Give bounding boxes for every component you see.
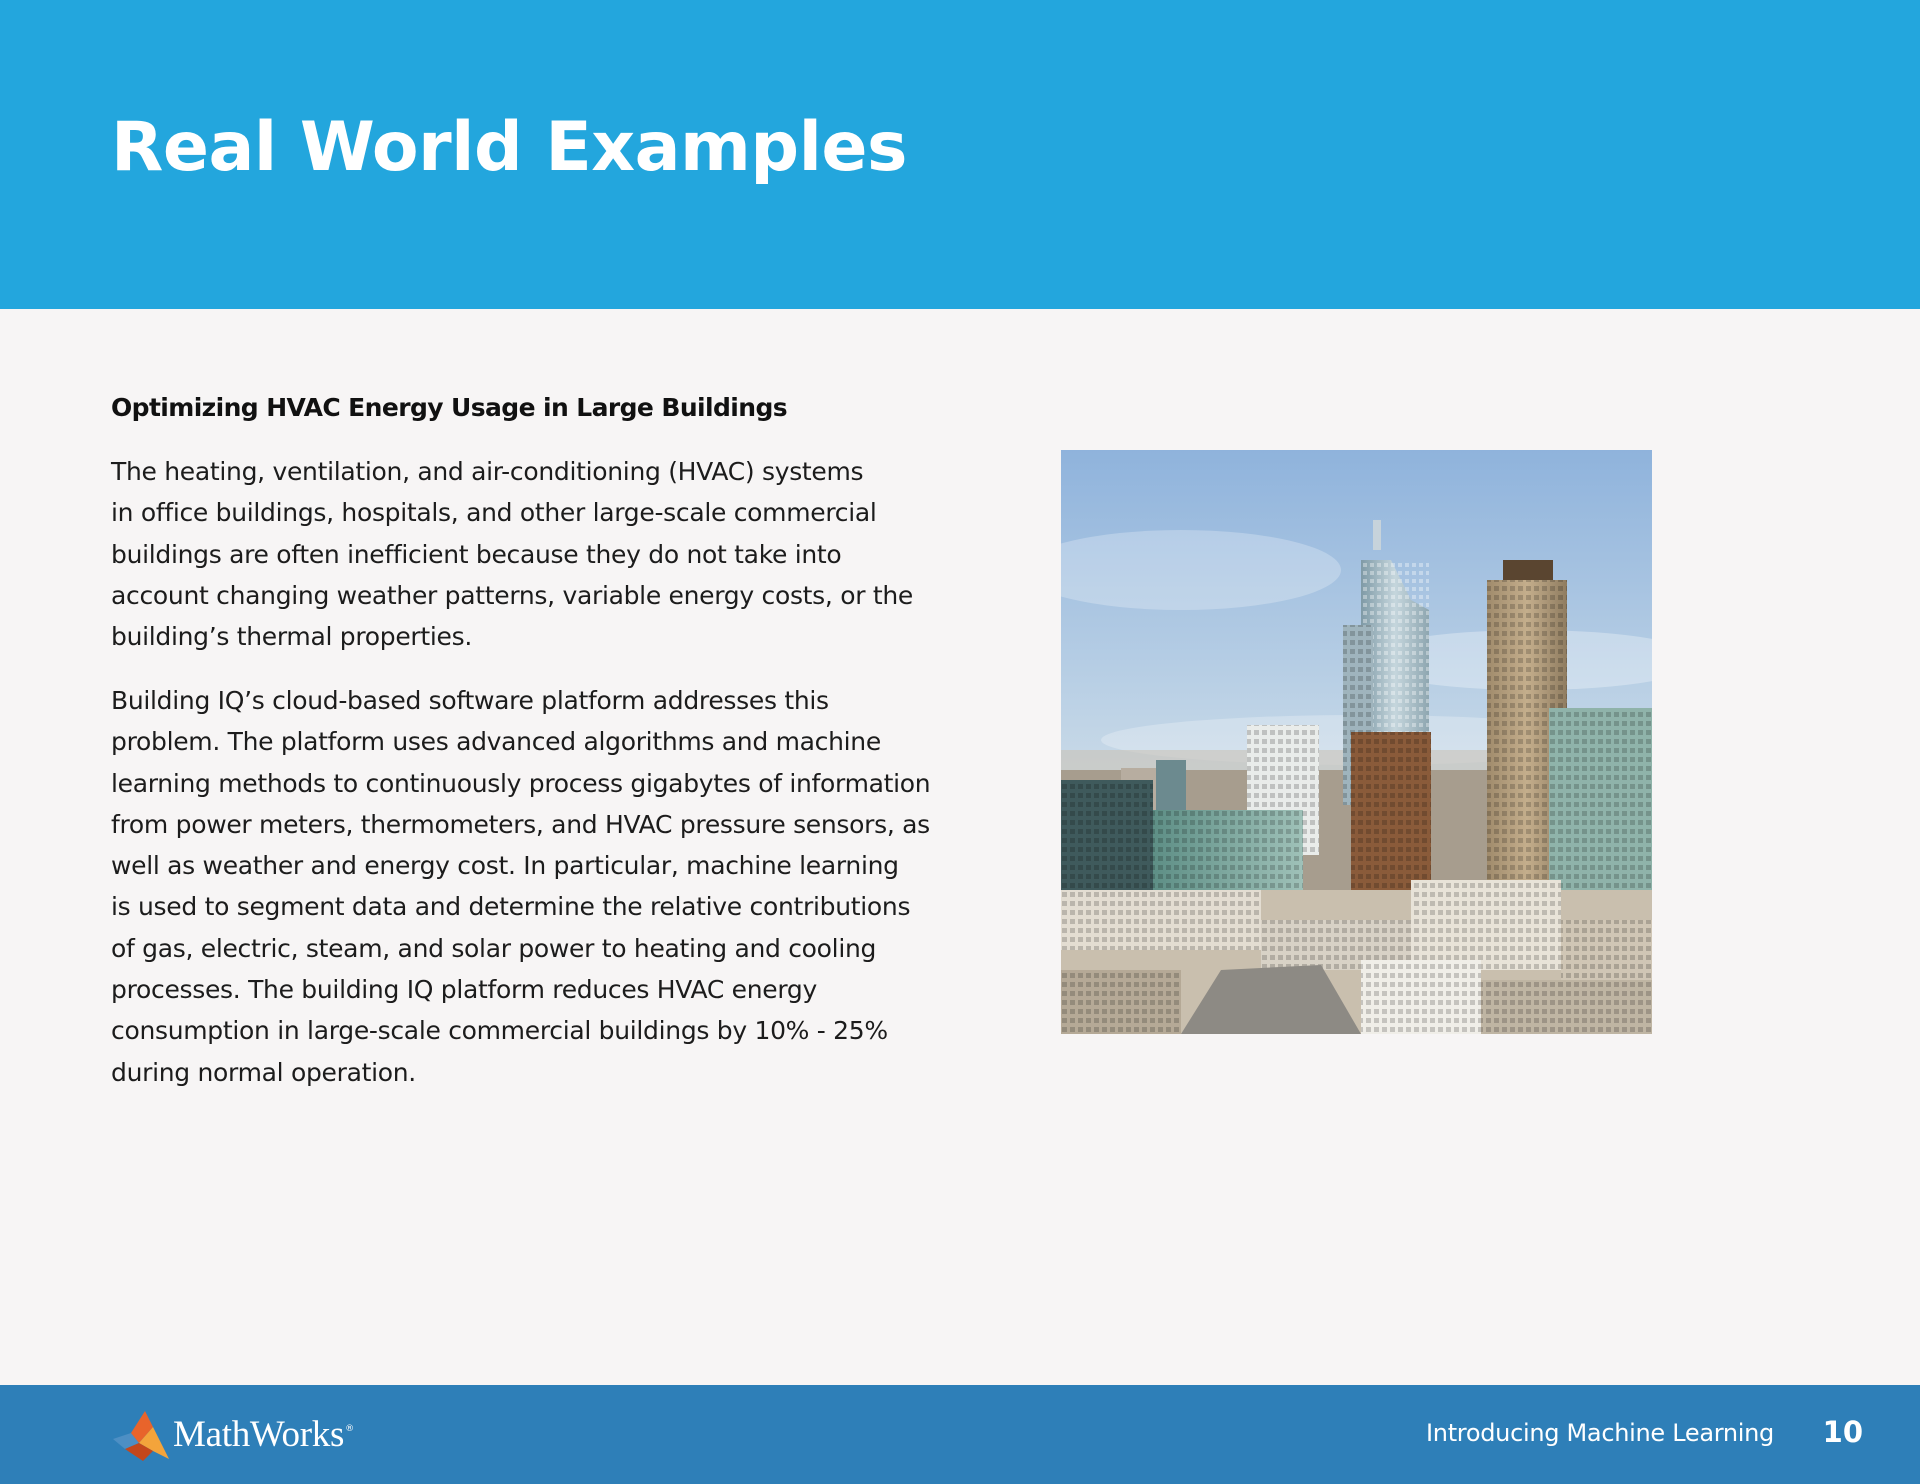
registered-mark: ® [345, 1424, 355, 1434]
header-banner [0, 0, 1920, 309]
mathworks-logo[interactable] [113, 1409, 354, 1461]
body-paragraph-2: Building IQ’s cloud-based software platform addresses this problem. The platform uses advanced algorithms and machine learning methods to continuously process gigabytes of information from power meters, thermometers, and HVAC pressure sensors, as well as weather and energy cost. In particular, machine learning is used to segment data and determine the relative contributions of gas, electric, steam, and solar power to heating and cooling processes. The building IQ platform reduces HVAC energy consumption in large-scale commercial buildings by 10% - 25% during normal operation. [111, 686, 931, 1087]
logo-text: MathWorks [173, 1414, 345, 1455]
footer-document-title: Introducing Machine Learning [1426, 1419, 1774, 1447]
body-paragraph-1: The heating, ventilation, and air-conditioning (HVAC) systems in office buildings, hospitals, and other large-scale commercial buildings are often inefficient because they do not take into account changing weather patterns, variable energy costs, or the building’s thermal properties. [111, 457, 913, 652]
footer-bar [0, 1385, 1920, 1484]
city-skyline-photo [1061, 450, 1652, 1034]
mathworks-membrane-logo [113, 1409, 169, 1461]
page-title: Real World Examples [111, 108, 907, 187]
page-number: 10 [1822, 1415, 1863, 1449]
section-heading: Optimizing HVAC Energy Usage in Large Buildings [111, 393, 788, 422]
